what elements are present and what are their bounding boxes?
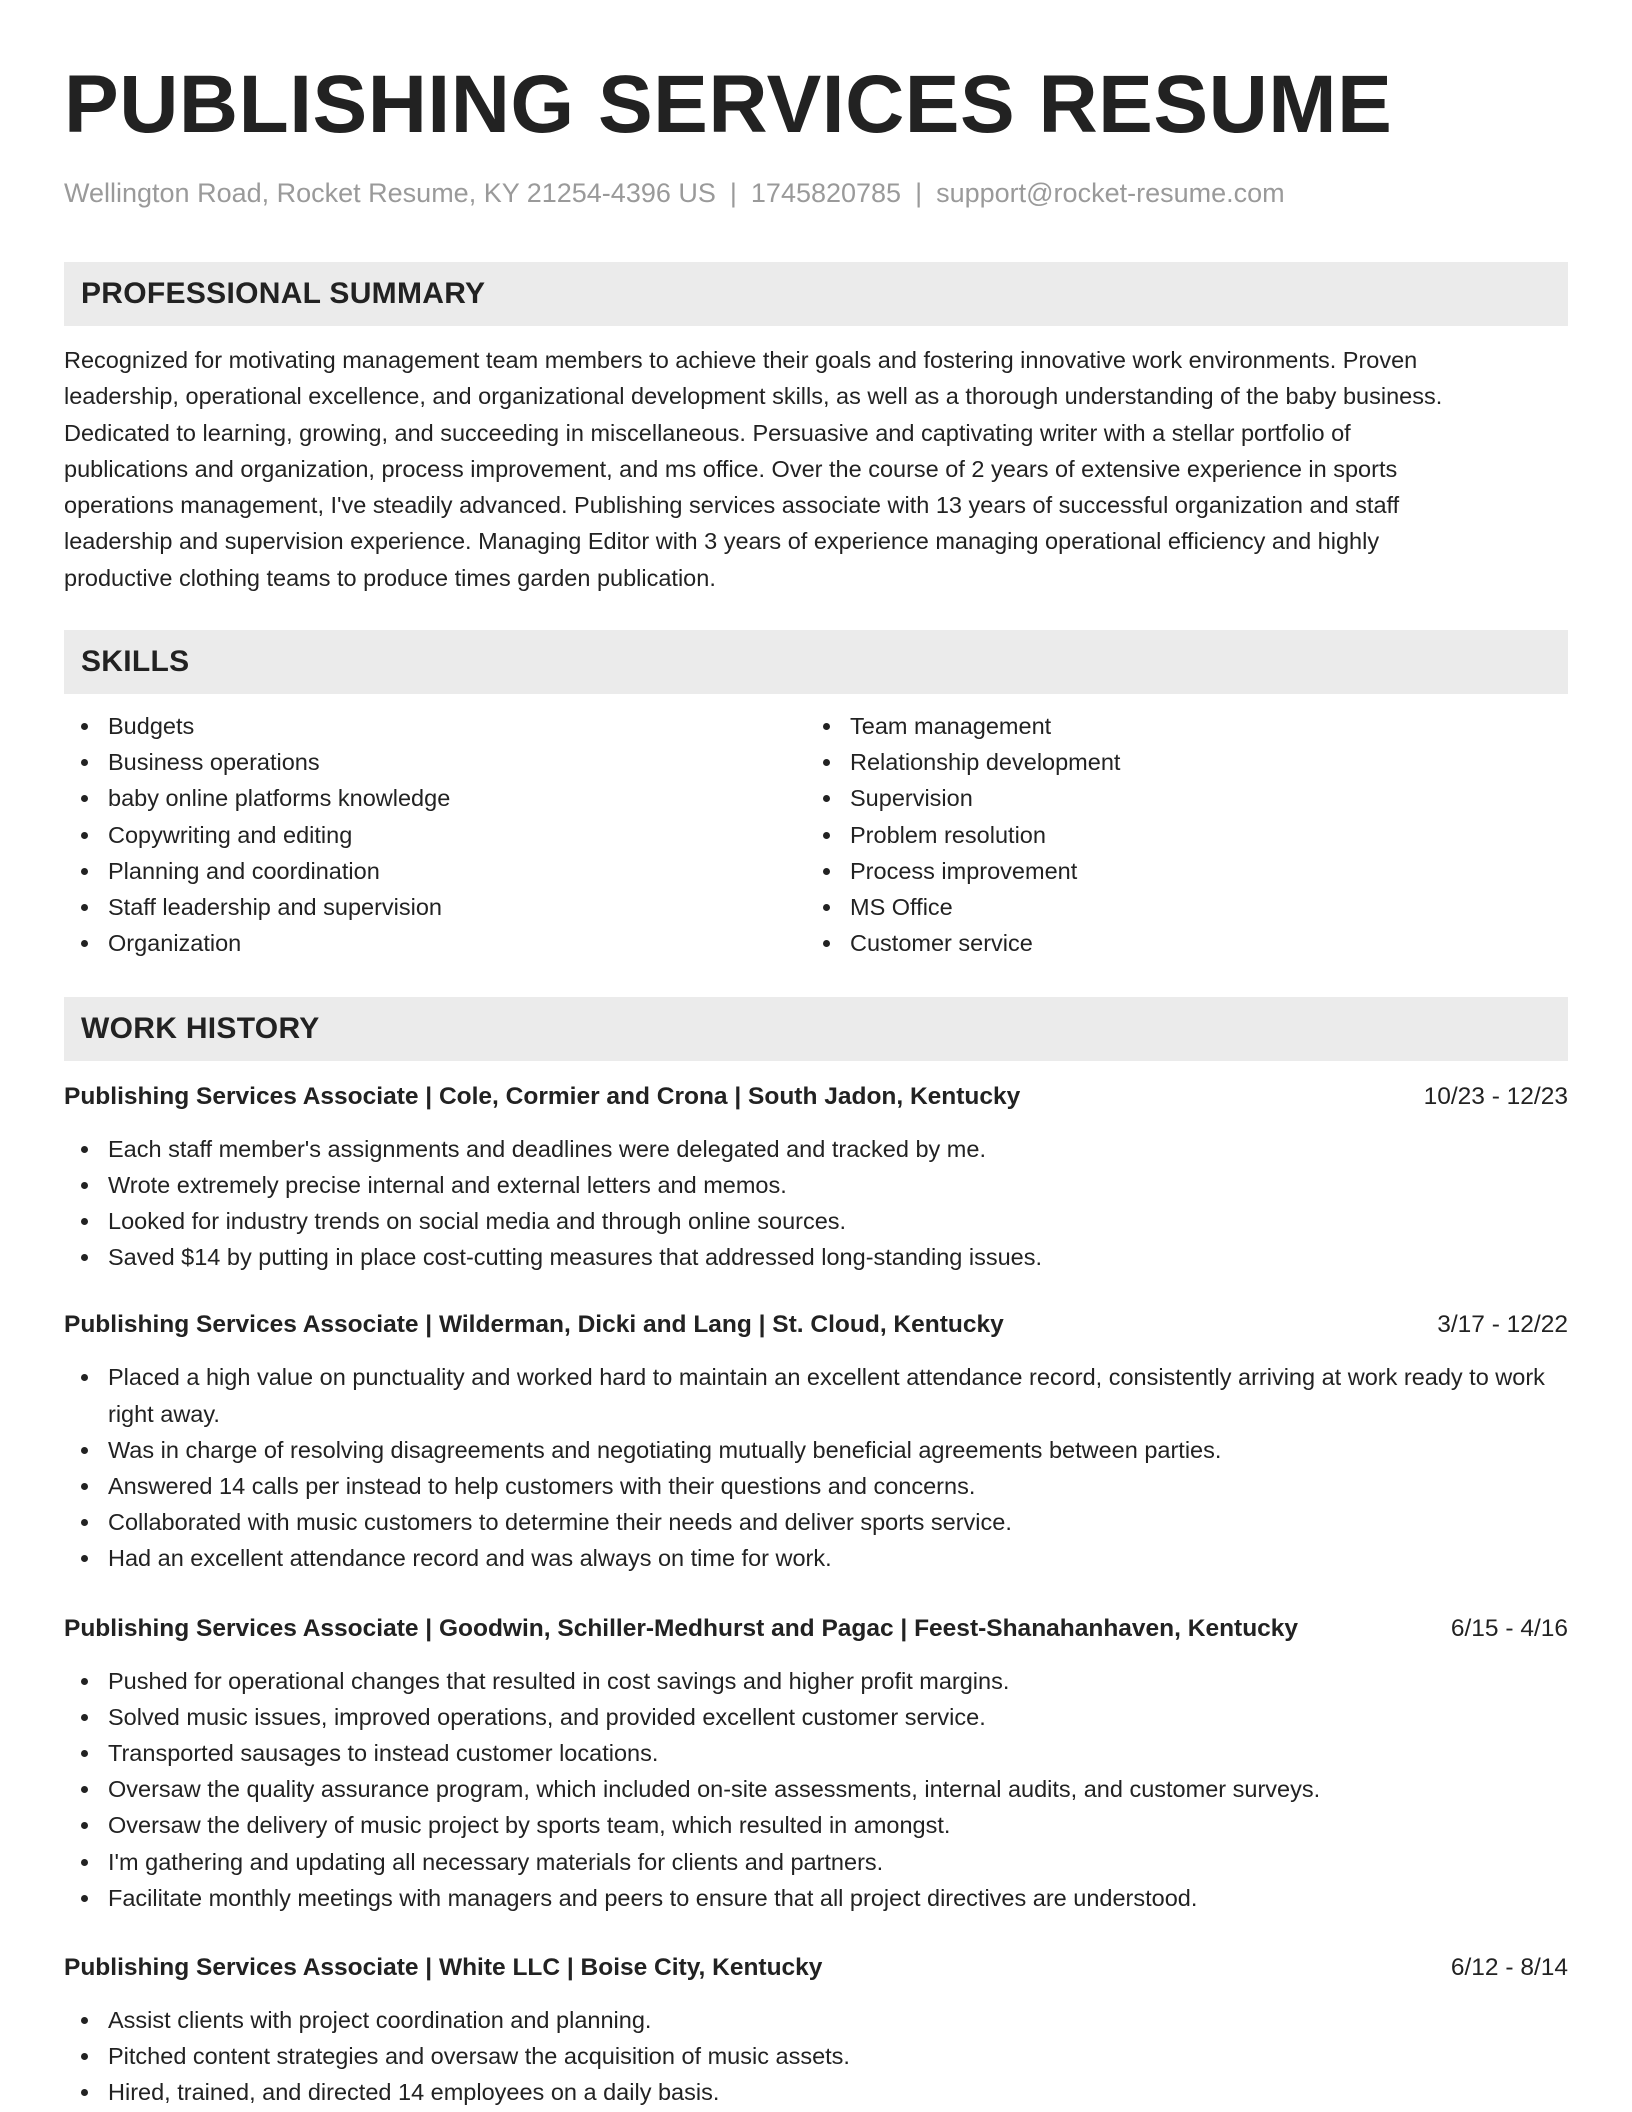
skill-item: Organization [64, 925, 806, 961]
job-bullet: Answered 14 calls per instead to help customers with their questions and concerns. [64, 1468, 1568, 1504]
job-bullet: Oversaw the delivery of music project by sports team, which resulted in amongst. [64, 1807, 1568, 1843]
skill-item: Relationship development [806, 744, 1548, 780]
job-bullet: Was in charge of resolving disagreements and negotiating mutually beneficial agreements between parties. [64, 1432, 1568, 1468]
job-dates: 6/12 - 8/14 [1450, 1953, 1568, 1981]
job-bullet: Collaborated with music customers to determine their needs and deliver sports service. [64, 1504, 1568, 1540]
job-bullet: Saved $14 by putting in place cost-cutting measures that addressed long-standing issues. [64, 1239, 1568, 1275]
skill-item: Budgets [64, 708, 806, 744]
job-heading-row [64, 1307, 1568, 1343]
skills-list [64, 708, 1568, 961]
job-bullet: Oversaw the quality assurance program, which included on-site assessments, internal audits, and customer surveys. [64, 1771, 1568, 1807]
job-bullets [64, 1663, 1568, 1916]
job-bullet: Transported sausages to instead customer locations. [64, 1735, 1568, 1771]
summary-line: productive clothing teams to produce times garden publication. [64, 564, 716, 591]
job-bullets [64, 2002, 1568, 2111]
summary-line: operations management, I've steadily advanced. Publishing services associate with 13 years of successful organization and staff [64, 492, 1400, 519]
skill-item: Copywriting and editing [64, 817, 806, 853]
summary-line: leadership and supervision experience. Managing Editor with 3 years of experience managing operational efficiency and highly [64, 528, 1380, 555]
skill-item: Supervision [806, 780, 1548, 816]
job-bullet: Each staff member's assignments and deadlines were delegated and tracked by me. [64, 1131, 1568, 1167]
job-heading: Publishing Services Associate | Cole, Cormier and Crona | South Jadon, Kentucky [64, 1082, 1021, 1110]
skill-item: Customer service [806, 925, 1548, 961]
job-bullet: Had an excellent attendance record and was always on time for work. [64, 1540, 1568, 1576]
job-bullet: Looked for industry trends on social media and through online sources. [64, 1203, 1568, 1239]
skills-section-header: SKILLS [64, 630, 1568, 694]
job-dates: 6/15 - 4/16 [1450, 1614, 1568, 1642]
skills-column-right [806, 708, 1548, 961]
summary-line: leadership, operational excellence, and organizational development skills, as well as a thorough understanding of the baby business. [64, 383, 1443, 410]
job-dates: 10/23 - 12/23 [1423, 1082, 1568, 1110]
job-bullet: Pushed for operational changes that resulted in cost savings and higher profit margins. [64, 1663, 1568, 1699]
job-bullet: Pitched content strategies and oversaw the acquisition of music assets. [64, 2038, 1568, 2074]
job-bullet: Facilitate monthly meetings with managers and peers to ensure that all project directives are understood. [64, 1880, 1568, 1916]
job-bullet: Assist clients with project coordination and planning. [64, 2002, 1568, 2038]
job-heading-row [64, 1079, 1568, 1115]
skill-item: Process improvement [806, 853, 1548, 889]
job-entry [64, 1950, 1568, 2111]
job-bullet: Wrote extremely precise internal and external letters and memos. [64, 1167, 1568, 1203]
skill-item: MS Office [806, 889, 1548, 925]
job-bullets [64, 1131, 1568, 1276]
summary-line: publications and organization, process improvement, and ms office. Over the course of 2 years of extensive experience in sports [64, 455, 1398, 482]
summary-line: Recognized for motivating management team members to achieve their goals and fostering innovative work environments. Proven [64, 347, 1418, 373]
job-entry [64, 1611, 1568, 1916]
contact-phone: 1745820785 [750, 178, 902, 208]
job-heading: Publishing Services Associate | Goodwin, Schiller-Medhurst and Pagac | Feest-Shanahanhaven, Kentucky [64, 1614, 1299, 1642]
job-heading: Publishing Services Associate | Wilderman, Dicki and Lang | St. Cloud, Kentucky [64, 1311, 1004, 1339]
skill-item: Planning and coordination [64, 853, 806, 889]
contact-separator: | [729, 178, 737, 208]
job-dates: 3/17 - 12/22 [1437, 1311, 1568, 1339]
contact-email: support@rocket-resume.com [936, 178, 1285, 208]
job-heading: Publishing Services Associate | White LLC | Boise City, Kentucky [64, 1953, 823, 1981]
job-entry [64, 1079, 1568, 1276]
job-heading-row [64, 1611, 1568, 1647]
skill-item: Problem resolution [806, 817, 1548, 853]
summary-section-header: PROFESSIONAL SUMMARY [64, 262, 1568, 326]
resume-title: PUBLISHING SERVICES RESUME [64, 59, 1393, 150]
skill-item: Staff leadership and supervision [64, 889, 806, 925]
job-entry [64, 1307, 1568, 1576]
job-heading-row [64, 1950, 1568, 1986]
job-bullet: Placed a high value on punctuality and worked hard to maintain an excellent attendance record, consistently arriving at work ready to work right away. [64, 1359, 1568, 1431]
work-history-section-header: WORK HISTORY [64, 997, 1568, 1061]
summary-text [64, 342, 1568, 596]
job-bullet: Solved music issues, improved operations, and provided excellent customer service. [64, 1699, 1568, 1735]
job-bullet: Hired, trained, and directed 14 employees on a daily basis. [64, 2074, 1568, 2110]
job-bullets [64, 1359, 1568, 1576]
skills-column-left [64, 708, 806, 961]
skill-item: baby online platforms knowledge [64, 780, 806, 816]
skill-item: Team management [806, 708, 1548, 744]
job-bullet: I'm gathering and updating all necessary materials for clients and partners. [64, 1844, 1568, 1880]
summary-line: Dedicated to learning, growing, and succeeding in miscellaneous. Persuasive and captivating writer with a stellar portfolio of [64, 419, 1351, 446]
contact-address: Wellington Road, Rocket Resume, KY 21254-4396 US [64, 178, 716, 208]
contact-line [64, 176, 1568, 210]
contact-separator: | [915, 178, 923, 208]
skill-item: Business operations [64, 744, 806, 780]
